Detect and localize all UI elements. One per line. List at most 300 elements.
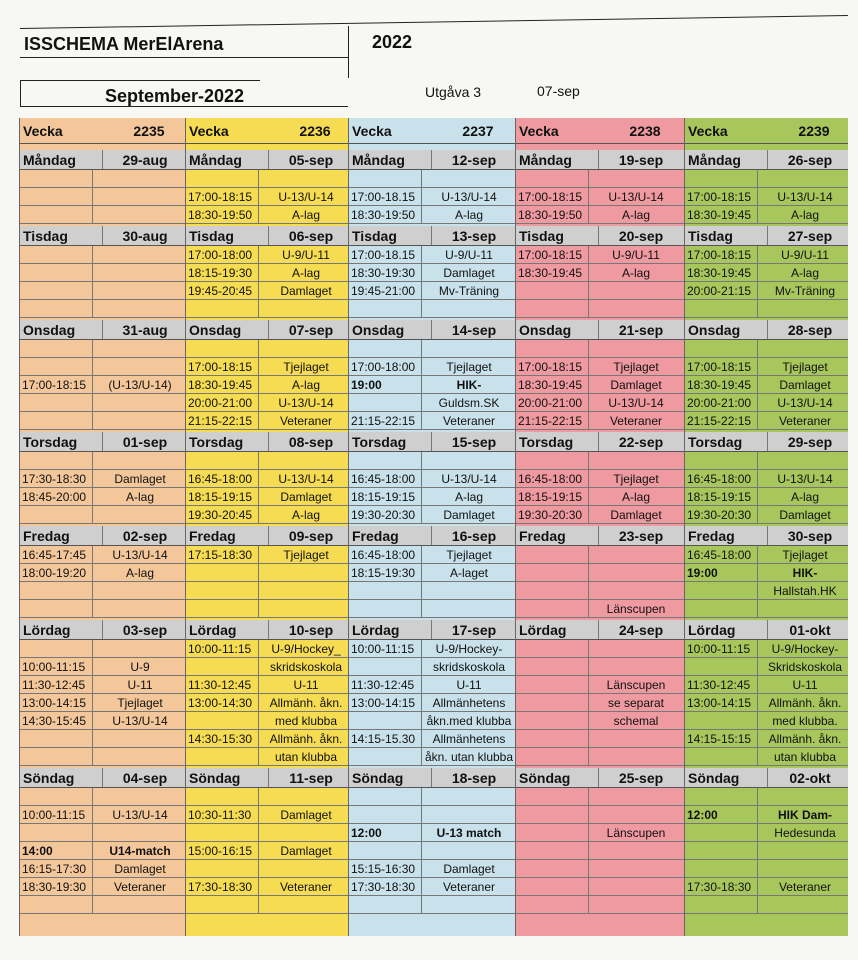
time-cell — [22, 452, 92, 469]
day-header — [349, 150, 515, 170]
activity-cell: U-11 — [258, 676, 353, 693]
time-cell — [518, 582, 588, 599]
schedule-row — [685, 806, 848, 824]
schedule-row — [186, 878, 348, 896]
time-cell — [351, 712, 421, 729]
activity-cell: Allmänh. åkn. — [757, 694, 852, 711]
activity-cell — [588, 788, 683, 805]
day-name: Torsdag — [519, 433, 574, 450]
day-header — [516, 150, 684, 170]
day-header — [186, 320, 348, 340]
time-cell — [188, 582, 258, 599]
activity-cell: A-lag — [588, 264, 683, 281]
activity-cell — [421, 842, 516, 859]
day-date: 19-sep — [598, 150, 683, 169]
day-date: 11-sep — [268, 768, 353, 787]
time-cell — [351, 452, 421, 469]
time-cell — [518, 564, 588, 581]
day-name: Torsdag — [352, 433, 407, 450]
time-cell: 18:30-19:45 — [188, 377, 253, 392]
time-cell: 18:30-19:50 — [518, 207, 583, 222]
time-cell: 18:15-19:15 — [518, 489, 583, 504]
activity-cell — [588, 806, 683, 823]
time-cell — [518, 600, 588, 617]
schedule-row — [349, 412, 515, 430]
activity-cell: utan klubba — [258, 748, 353, 765]
schedule-row — [685, 860, 848, 878]
schedule-row — [349, 600, 515, 618]
header-top-rule — [20, 15, 848, 29]
time-cell — [22, 412, 92, 429]
activity-cell — [588, 658, 683, 675]
schedule-row — [186, 730, 348, 748]
schedule-row — [685, 824, 848, 842]
schedule-row — [685, 546, 848, 564]
day-date: 20-sep — [598, 226, 683, 245]
schedule-row — [516, 376, 684, 394]
time-cell — [22, 300, 92, 317]
time-cell: 17:00-18.15 — [351, 189, 416, 204]
time-cell: 16:45-18:00 — [687, 471, 752, 486]
schedule-row — [186, 264, 348, 282]
activity-cell — [92, 282, 187, 299]
week-number: 2236 — [299, 122, 331, 139]
day-date: 03-sep — [102, 620, 187, 639]
schedule-row — [516, 824, 684, 842]
schedule-row — [516, 340, 684, 358]
schedule-row — [685, 600, 848, 618]
activity-cell: U-13/U-14 — [588, 188, 683, 205]
schedule-row — [516, 506, 684, 524]
schedule-row — [349, 824, 515, 842]
day-name: Tisdag — [519, 227, 564, 244]
schedule-row — [20, 842, 185, 860]
day-date: 09-sep — [268, 526, 353, 545]
schedule-row — [20, 358, 185, 376]
time-cell: 19:00 — [351, 377, 382, 392]
day-name: Måndag — [688, 151, 741, 168]
activity-cell: U-13/U-14 — [92, 806, 187, 823]
schedule-row — [516, 748, 684, 766]
time-cell: 11:30-12:45 — [687, 677, 751, 692]
schedule-row — [516, 470, 684, 488]
schedule-edition-date: 07-sep — [537, 83, 580, 99]
schedule-row — [349, 582, 515, 600]
schedule-row — [20, 376, 185, 394]
time-cell — [22, 824, 92, 841]
day-date: 01-sep — [102, 432, 187, 451]
schedule-edition: Utgåva 3 — [425, 84, 482, 100]
activity-cell: Hedesunda — [757, 824, 852, 841]
activity-cell: A-laget — [421, 564, 516, 581]
week-header — [516, 118, 684, 144]
schedule-row — [685, 300, 848, 318]
activity-cell: Allmänh. åkn. — [258, 730, 353, 747]
day-header — [349, 320, 515, 340]
schedule-row — [685, 170, 848, 188]
week-label: Vecka — [688, 122, 728, 139]
schedule-month: September-2022 — [105, 86, 245, 106]
schedule-row — [349, 658, 515, 676]
activity-cell — [421, 170, 516, 187]
time-cell — [188, 300, 258, 317]
activity-cell — [92, 600, 187, 617]
activity-cell — [421, 788, 516, 805]
time-cell — [22, 394, 92, 411]
schedule-row — [349, 488, 515, 506]
activity-cell — [92, 264, 187, 281]
day-header — [186, 432, 348, 452]
week-number: 2237 — [462, 122, 494, 139]
time-cell: 13:00-14:15 — [351, 695, 416, 710]
day-header — [20, 526, 185, 546]
time-cell — [351, 300, 421, 317]
schedule-row — [20, 582, 185, 600]
activity-cell: Skridskoskola — [757, 658, 852, 675]
time-cell — [518, 340, 588, 357]
schedule-row — [685, 842, 848, 860]
time-cell: 17:00-18:00 — [188, 247, 253, 262]
day-name: Onsdag — [23, 321, 76, 338]
day-date: 27-sep — [767, 226, 852, 245]
time-cell: 14:15-15:15 — [687, 731, 752, 746]
day-name: Onsdag — [519, 321, 572, 338]
schedule-row — [685, 488, 848, 506]
schedule-row — [516, 640, 684, 658]
activity-cell — [92, 340, 187, 357]
schedule-row — [685, 896, 848, 914]
activity-cell: U-11 — [757, 676, 852, 693]
schedule-row — [186, 506, 348, 524]
activity-cell — [757, 300, 852, 317]
schedule-row — [516, 730, 684, 748]
activity-cell: åkn. utan klubba — [421, 748, 516, 765]
activity-cell: Veteraner — [258, 412, 353, 429]
schedule-row — [685, 694, 848, 712]
time-cell: 18:30-19:45 — [518, 377, 583, 392]
activity-cell: se separat — [588, 694, 683, 711]
time-cell — [22, 206, 92, 223]
time-cell: 19:30-20:30 — [687, 507, 752, 522]
schedule-row — [20, 506, 185, 524]
time-cell: 15:00-16:15 — [188, 843, 253, 858]
time-cell: 15:15-16:30 — [351, 861, 416, 876]
day-header — [685, 768, 848, 788]
schedule-row — [186, 470, 348, 488]
schedule-row — [186, 564, 348, 582]
activity-cell — [588, 546, 683, 563]
schedule-row — [20, 860, 185, 878]
schedule-row — [349, 340, 515, 358]
day-date: 15-sep — [431, 432, 516, 451]
schedule-row — [20, 694, 185, 712]
schedule-row — [685, 712, 848, 730]
schedule-row — [349, 842, 515, 860]
schedule-row — [186, 188, 348, 206]
activity-cell: A-lag — [421, 488, 516, 505]
activity-cell: Damlaget — [421, 264, 516, 281]
activity-cell: A-lag — [588, 488, 683, 505]
time-cell — [518, 842, 588, 859]
time-cell — [518, 730, 588, 747]
schedule-row — [349, 694, 515, 712]
schedule-row — [20, 340, 185, 358]
week-number: 2239 — [798, 122, 830, 139]
time-cell: 18:00-19:20 — [22, 565, 87, 580]
time-cell — [188, 860, 258, 877]
day-header — [349, 526, 515, 546]
time-cell — [518, 282, 588, 299]
time-cell — [518, 712, 588, 729]
week-label: Vecka — [189, 122, 229, 139]
schedule-row — [349, 376, 515, 394]
activity-cell: U-13/U-14 — [757, 470, 852, 487]
time-cell: 21:15-22:15 — [518, 413, 583, 428]
day-header — [516, 620, 684, 640]
time-cell: 13:00-14:15 — [687, 695, 752, 710]
time-cell: 14:30-15:45 — [22, 713, 87, 728]
schedule-row — [516, 658, 684, 676]
activity-cell — [92, 896, 187, 913]
schedule-row — [20, 300, 185, 318]
time-cell — [351, 394, 421, 411]
activity-cell — [757, 860, 852, 877]
schedule-row — [186, 658, 348, 676]
activity-cell — [92, 824, 187, 841]
time-cell — [22, 506, 92, 523]
schedule-row — [685, 358, 848, 376]
time-cell: 17:00-18:15 — [188, 189, 253, 204]
activity-cell — [92, 188, 187, 205]
schedule-row — [20, 896, 185, 914]
time-cell — [188, 452, 258, 469]
time-cell: 19:30-20:30 — [518, 507, 583, 522]
schedule-row — [349, 878, 515, 896]
day-date: 02-okt — [767, 768, 852, 787]
day-header — [186, 226, 348, 246]
time-cell: 21:15-22:15 — [351, 413, 416, 428]
activity-cell — [421, 896, 516, 913]
schedule-row — [186, 452, 348, 470]
schedule-row — [349, 676, 515, 694]
time-cell: 17:00-18:15 — [518, 247, 583, 262]
time-cell — [518, 658, 588, 675]
time-cell: 10:00-11:15 — [351, 641, 415, 656]
activity-cell — [757, 452, 852, 469]
schedule-row — [685, 282, 848, 300]
schedule-row — [186, 748, 348, 766]
time-cell — [518, 300, 588, 317]
activity-cell — [92, 640, 187, 657]
schedule-row — [349, 806, 515, 824]
activity-cell: Allmänh. åkn. — [757, 730, 852, 747]
day-date: 04-sep — [102, 768, 187, 787]
time-cell: 16:45-18:00 — [351, 547, 416, 562]
time-cell: 17:00-18:15 — [188, 359, 253, 374]
activity-cell — [588, 170, 683, 187]
time-cell — [518, 896, 588, 913]
activity-cell: U-13/U-14 — [757, 188, 852, 205]
schedule-row — [20, 730, 185, 748]
time-cell: 17:30-18:30 — [188, 879, 253, 894]
day-header — [349, 768, 515, 788]
activity-cell — [421, 300, 516, 317]
schedule-row — [516, 582, 684, 600]
day-date: 14-sep — [431, 320, 516, 339]
time-cell: 18:30-19:50 — [351, 207, 416, 222]
time-cell — [188, 600, 258, 617]
schedule-row — [516, 246, 684, 264]
activity-cell — [588, 564, 683, 581]
time-cell — [518, 788, 588, 805]
activity-cell — [92, 730, 187, 747]
schedule-row — [20, 640, 185, 658]
day-date: 26-sep — [767, 150, 852, 169]
activity-cell — [258, 788, 353, 805]
schedule-row — [186, 282, 348, 300]
time-cell — [518, 806, 588, 823]
activity-cell — [258, 340, 353, 357]
activity-cell: Tjejlaget — [588, 470, 683, 487]
time-cell: 11:30-12:45 — [188, 677, 252, 692]
activity-cell: U-13/U-14 — [258, 470, 353, 487]
activity-cell: U-9/U-11 — [258, 246, 353, 263]
activity-cell: U-11 — [421, 676, 516, 693]
activity-cell: Damlaget — [757, 506, 852, 523]
schedule-row — [20, 170, 185, 188]
activity-cell: Damlaget — [757, 376, 852, 393]
day-header — [186, 620, 348, 640]
schedule-row — [516, 264, 684, 282]
activity-cell: Guldsm.SK — [421, 394, 516, 411]
day-name: Torsdag — [23, 433, 78, 450]
time-cell — [687, 860, 757, 877]
time-cell — [22, 188, 92, 205]
schedule-row — [685, 878, 848, 896]
day-header — [516, 432, 684, 452]
activity-cell — [757, 896, 852, 913]
schedule-row — [516, 788, 684, 806]
time-cell — [687, 452, 757, 469]
time-cell: 18:15-19:30 — [188, 265, 253, 280]
time-cell — [351, 582, 421, 599]
activity-cell — [588, 842, 683, 859]
schedule-row — [685, 452, 848, 470]
time-cell: 16:45-18:00 — [518, 471, 583, 486]
activity-cell: Tjejlaget — [258, 546, 353, 563]
activity-cell — [421, 340, 516, 357]
time-cell: 19:30-20:30 — [351, 507, 416, 522]
time-cell — [351, 340, 421, 357]
day-name: Tisdag — [688, 227, 733, 244]
time-cell — [518, 860, 588, 877]
activity-cell: HIK- — [757, 564, 852, 581]
schedule-row — [516, 600, 684, 618]
activity-cell: Tjejlaget — [258, 358, 353, 375]
time-cell: 10:00-11:15 — [687, 641, 751, 656]
day-name: Onsdag — [688, 321, 741, 338]
schedule-row — [685, 788, 848, 806]
activity-cell: U-13/U-14 — [588, 394, 683, 411]
schedule-row — [20, 676, 185, 694]
schedule-row — [516, 282, 684, 300]
day-name: Söndag — [688, 769, 740, 786]
day-date: 02-sep — [102, 526, 187, 545]
time-cell — [687, 582, 757, 599]
activity-cell — [258, 300, 353, 317]
time-cell — [22, 170, 92, 187]
schedule-row — [20, 412, 185, 430]
activity-cell: A-lag — [757, 206, 852, 223]
schedule-row — [186, 788, 348, 806]
day-name: Söndag — [352, 769, 404, 786]
day-date: 30-sep — [767, 526, 852, 545]
time-cell — [687, 712, 757, 729]
schedule-row — [186, 488, 348, 506]
time-cell — [22, 340, 92, 357]
day-date: 10-sep — [268, 620, 353, 639]
day-date: 22-sep — [598, 432, 683, 451]
schedule-row — [349, 282, 515, 300]
schedule-row — [20, 806, 185, 824]
time-cell: 18:30-19:45 — [687, 207, 752, 222]
time-cell: 18:30-19:45 — [687, 265, 752, 280]
activity-cell: U-9/U-11 — [757, 246, 852, 263]
activity-cell — [92, 394, 187, 411]
time-cell — [188, 340, 258, 357]
activity-cell: Allmänh. åkn. — [258, 694, 353, 711]
schedule-row — [685, 676, 848, 694]
activity-cell — [588, 896, 683, 913]
schedule-row — [685, 470, 848, 488]
header-month-box-top — [20, 80, 260, 81]
time-cell — [351, 842, 421, 859]
activity-cell: Damlaget — [421, 506, 516, 523]
time-cell — [687, 170, 757, 187]
day-header — [516, 526, 684, 546]
schedule-row — [516, 394, 684, 412]
day-header — [20, 768, 185, 788]
activity-cell — [92, 412, 187, 429]
activity-cell — [92, 358, 187, 375]
activity-cell: Damlaget — [258, 842, 353, 859]
activity-cell: Mv-Träning — [421, 282, 516, 299]
schedule-row — [685, 206, 848, 224]
day-header — [186, 526, 348, 546]
header-divider — [348, 26, 349, 78]
schedule-row — [349, 730, 515, 748]
activity-cell: A-lag — [258, 264, 353, 281]
time-cell — [188, 564, 258, 581]
activity-cell — [588, 640, 683, 657]
day-header — [20, 150, 185, 170]
activity-cell — [757, 788, 852, 805]
activity-cell: Damlaget — [588, 506, 683, 523]
activity-cell: A-lag — [92, 564, 187, 581]
time-cell: 13:00-14:15 — [22, 695, 87, 710]
day-header — [685, 432, 848, 452]
activity-cell: U-9/U-11 — [588, 246, 683, 263]
time-cell — [351, 600, 421, 617]
activity-cell: A-lag — [258, 506, 353, 523]
week-number: 2235 — [133, 122, 165, 139]
schedule-year: 2022 — [372, 32, 413, 52]
time-cell: 19:30-20:45 — [188, 507, 253, 522]
day-date: 31-aug — [102, 320, 187, 339]
day-date: 21-sep — [598, 320, 683, 339]
time-cell: 20:00-21:00 — [188, 395, 253, 410]
schedule-row — [516, 188, 684, 206]
